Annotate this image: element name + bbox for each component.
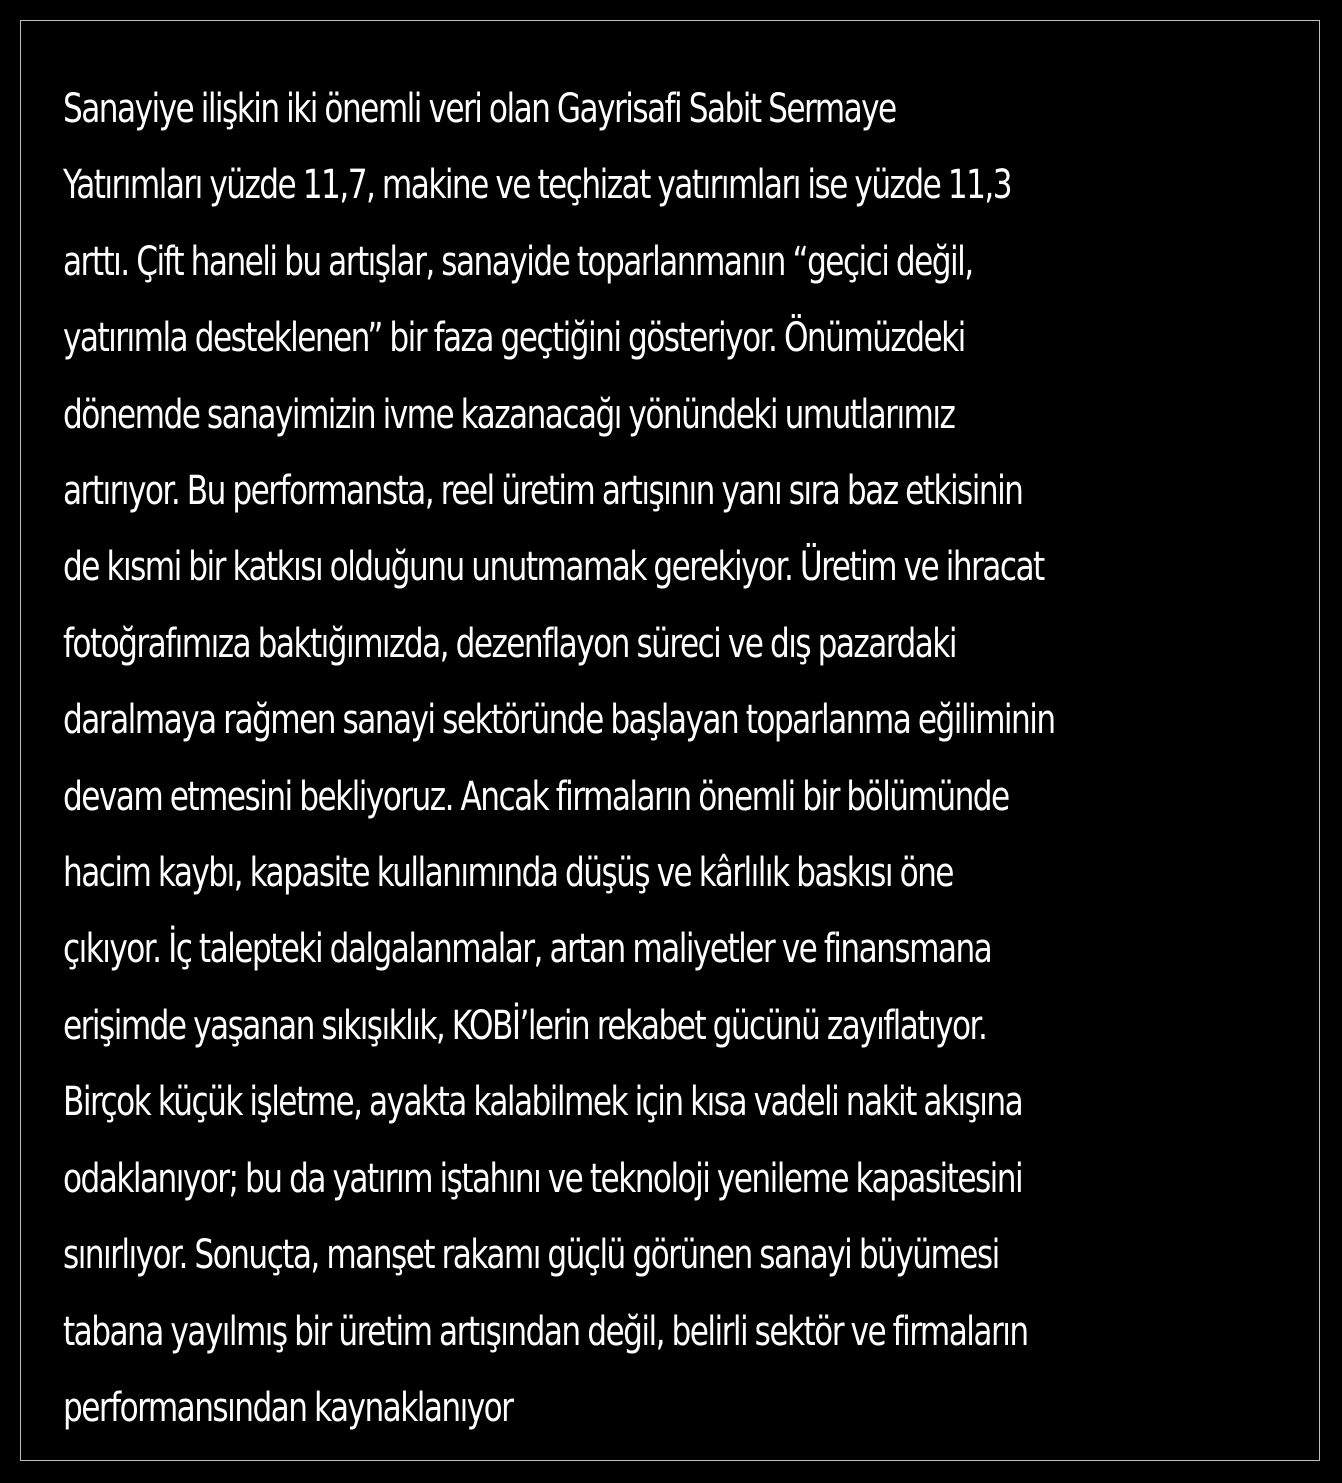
text-line-15: odaklanıyor; bu da yatırım iştahını ve teknoloji yenileme kapasitesini <box>63 1155 1023 1202</box>
text-line-6: artırıyor. Bu performansta, reel üretim artışının yanı sıra baz etkisinin <box>63 468 1023 515</box>
quote-frame <box>20 20 1320 1461</box>
text-line-7: de kısmi bir katkısı olduğunu unutmamak gerekiyor. Üretim ve ihracat <box>63 544 1044 591</box>
text-line-1: Sanayiye ilişkin iki önemli veri olan Gayrisafi Sabit Sermaye <box>63 86 896 132</box>
text-line-16: sınırlıyor. Sonuçta, manşet rakamı güçlü görünen sanayi büyümesi <box>63 1232 999 1279</box>
text-line-2: Yatırımları yüzde 11,7, makine ve teçhizat yatırımları ise yüzde 11,3 <box>63 162 1012 209</box>
text-line-18: performansından kaynaklanıyor <box>63 1384 513 1431</box>
text-line-4: yatırımla desteklenen” bir faza geçtiğini gösteriyor. Önümüzdeki <box>63 315 965 362</box>
text-line-10: devam etmesini bekliyoruz. Ancak firmaların önemli bir bölümünde <box>63 773 1009 820</box>
quote-text <box>63 71 1055 1446</box>
text-line-14: Birçok küçük işletme, ayakta kalabilmek için kısa vadeli nakit akışına <box>63 1079 1023 1126</box>
text-line-3: arttı. Çift haneli bu artışlar, sanayide toparlanmanın “geçici değil, <box>63 238 973 285</box>
text-line-8: fotoğrafımıza baktığımızda, dezenflayon süreci ve dış pazardaki <box>63 620 956 667</box>
text-line-12: çıkıyor. İç talepteki dalgalanmalar, artan maliyetler ve finansmana <box>63 926 992 973</box>
text-line-5: dönemde sanayimizin ivme kazanacağı yönündeki umutlarımız <box>63 391 955 438</box>
text-line-17: tabana yayılmış bir üretim artışından değil, belirli sektör ve firmaların <box>63 1308 1028 1355</box>
text-line-13: erişimde yaşanan sıkışıklık, KOBİ’lerin rekabet gücünü zayıflatıyor. <box>63 1002 987 1049</box>
text-line-9: daralmaya rağmen sanayi sektöründe başlayan toparlanma eğiliminin <box>63 697 1055 744</box>
text-line-11: hacim kaybı, kapasite kullanımında düşüş ve kârlılık baskısı öne <box>63 850 953 897</box>
